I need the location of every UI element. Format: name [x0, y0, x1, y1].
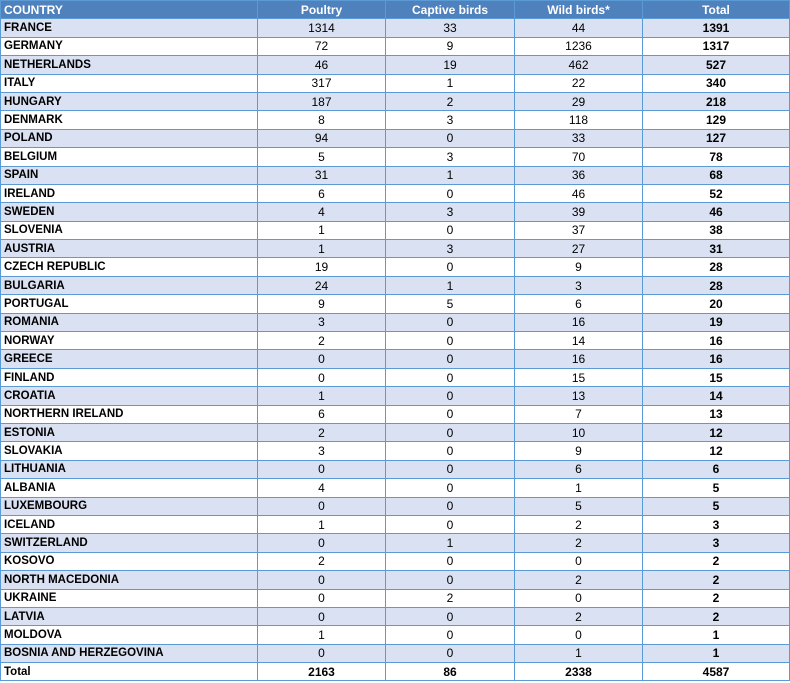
poultry-cell: 317	[258, 74, 386, 92]
table-row	[1, 111, 790, 129]
table-row	[1, 571, 790, 589]
poultry-cell: 1	[258, 387, 386, 405]
poultry-cell: 2	[258, 552, 386, 570]
poultry-cell: 94	[258, 129, 386, 147]
country-cell: DENMARK	[1, 111, 258, 129]
country-cell: CZECH REPUBLIC	[1, 258, 258, 276]
poultry-cell: 4	[258, 479, 386, 497]
captive-birds-cell: 0	[386, 258, 515, 276]
poultry-cell: 3	[258, 313, 386, 331]
captive-birds-cell: 0	[386, 497, 515, 515]
country-cell: ICELAND	[1, 515, 258, 533]
poultry-cell: 5	[258, 148, 386, 166]
captive-birds-cell: 0	[386, 368, 515, 386]
total-cell: 2	[643, 589, 790, 607]
poultry-cell: 19	[258, 258, 386, 276]
wild-birds-cell: 39	[515, 203, 643, 221]
captive-birds-cell: 1	[386, 534, 515, 552]
country-cell: ESTONIA	[1, 423, 258, 441]
table-row	[1, 276, 790, 294]
poultry-cell: 0	[258, 497, 386, 515]
total-row	[1, 663, 790, 681]
wild-birds-cell: 70	[515, 148, 643, 166]
country-cell: SWITZERLAND	[1, 534, 258, 552]
country-cell: GREECE	[1, 350, 258, 368]
country-cell: GERMANY	[1, 37, 258, 55]
total-cell: 15	[643, 368, 790, 386]
table-row	[1, 92, 790, 110]
table-row	[1, 515, 790, 533]
table-row	[1, 37, 790, 55]
table-header	[1, 1, 790, 19]
country-cell: FINLAND	[1, 368, 258, 386]
captive-birds-cell: 0	[386, 405, 515, 423]
total-cell: 5	[643, 479, 790, 497]
captive-birds-cell: 2	[386, 589, 515, 607]
total-cell: 20	[643, 295, 790, 313]
total-cell: 13	[643, 405, 790, 423]
header-poultry: Poultry	[258, 1, 386, 19]
wild-birds-cell: 0	[515, 552, 643, 570]
wild-birds-cell: 29	[515, 92, 643, 110]
table-row	[1, 350, 790, 368]
country-cell: NETHERLANDS	[1, 56, 258, 74]
country-cell: LATVIA	[1, 607, 258, 625]
table-row	[1, 56, 790, 74]
poultry-cell: 1	[258, 240, 386, 258]
country-cell: SLOVENIA	[1, 221, 258, 239]
wild-birds-cell: 13	[515, 387, 643, 405]
total-cell: 127	[643, 129, 790, 147]
country-cell: AUSTRIA	[1, 240, 258, 258]
poultry-cell: 3	[258, 442, 386, 460]
total-cell: 38	[643, 221, 790, 239]
poultry-cell: 0	[258, 368, 386, 386]
table-row	[1, 313, 790, 331]
table-row	[1, 405, 790, 423]
country-cell: NORTH MACEDONIA	[1, 571, 258, 589]
total-cell: 31	[643, 240, 790, 258]
total-cell: 129	[643, 111, 790, 129]
poultry-cell: 6	[258, 405, 386, 423]
table-footer	[1, 663, 790, 681]
captive-birds-cell: 3	[386, 203, 515, 221]
captive-birds-cell: 0	[386, 460, 515, 478]
total-cell: 28	[643, 276, 790, 294]
total-total: 4587	[643, 663, 790, 681]
country-cell: ITALY	[1, 74, 258, 92]
header-captive-birds: Captive birds	[386, 1, 515, 19]
table-row	[1, 74, 790, 92]
poultry-cell: 2	[258, 423, 386, 441]
total-cell: 3	[643, 515, 790, 533]
table-row	[1, 332, 790, 350]
total-cell: 12	[643, 423, 790, 441]
poultry-cell: 2	[258, 332, 386, 350]
wild-birds-cell: 16	[515, 313, 643, 331]
table-row	[1, 644, 790, 662]
table-row	[1, 442, 790, 460]
poultry-cell: 0	[258, 350, 386, 368]
country-cell: ROMANIA	[1, 313, 258, 331]
captive-birds-cell: 2	[386, 92, 515, 110]
wild-birds-cell: 462	[515, 56, 643, 74]
captive-birds-cell: 5	[386, 295, 515, 313]
country-cell: SLOVAKIA	[1, 442, 258, 460]
table-row	[1, 423, 790, 441]
total-cell: 6	[643, 460, 790, 478]
captive-birds-cell: 0	[386, 184, 515, 202]
table-row	[1, 240, 790, 258]
country-cell: PORTUGAL	[1, 295, 258, 313]
country-cell: UKRAINE	[1, 589, 258, 607]
country-cell: NORTHERN IRELAND	[1, 405, 258, 423]
captive-birds-cell: 0	[386, 129, 515, 147]
poultry-cell: 0	[258, 571, 386, 589]
total-cell: 2	[643, 607, 790, 625]
captive-birds-cell: 0	[386, 515, 515, 533]
wild-birds-cell: 6	[515, 460, 643, 478]
total-cell: 2	[643, 552, 790, 570]
total-cell: 52	[643, 184, 790, 202]
wild-birds-cell: 2	[515, 515, 643, 533]
wild-birds-cell: 37	[515, 221, 643, 239]
poultry-cell: 72	[258, 37, 386, 55]
wild-birds-cell: 36	[515, 166, 643, 184]
total-wild-birds: 2338	[515, 663, 643, 681]
total-poultry: 2163	[258, 663, 386, 681]
wild-birds-cell: 9	[515, 442, 643, 460]
wild-birds-cell: 0	[515, 626, 643, 644]
poultry-cell: 1	[258, 221, 386, 239]
table-row	[1, 589, 790, 607]
table-row	[1, 534, 790, 552]
poultry-cell: 0	[258, 534, 386, 552]
captive-birds-cell: 0	[386, 607, 515, 625]
wild-birds-cell: 10	[515, 423, 643, 441]
country-cell: FRANCE	[1, 19, 258, 37]
total-cell: 78	[643, 148, 790, 166]
country-cell: BOSNIA AND HERZEGOVINA	[1, 644, 258, 662]
wild-birds-cell: 5	[515, 497, 643, 515]
table-row	[1, 626, 790, 644]
total-cell: 12	[643, 442, 790, 460]
poultry-cell: 6	[258, 184, 386, 202]
poultry-cell: 1	[258, 515, 386, 533]
poultry-cell: 1	[258, 626, 386, 644]
country-cell: BELGIUM	[1, 148, 258, 166]
captive-birds-cell: 1	[386, 166, 515, 184]
wild-birds-cell: 118	[515, 111, 643, 129]
poultry-cell: 9	[258, 295, 386, 313]
wild-birds-cell: 7	[515, 405, 643, 423]
total-cell: 28	[643, 258, 790, 276]
total-cell: 14	[643, 387, 790, 405]
header-wild-birds: Wild birds*	[515, 1, 643, 19]
poultry-cell: 0	[258, 644, 386, 662]
wild-birds-cell: 2	[515, 607, 643, 625]
table-row	[1, 184, 790, 202]
captive-birds-cell: 0	[386, 626, 515, 644]
poultry-cell: 4	[258, 203, 386, 221]
table-body	[1, 19, 790, 663]
captive-birds-cell: 0	[386, 571, 515, 589]
wild-birds-cell: 16	[515, 350, 643, 368]
poultry-cell: 1314	[258, 19, 386, 37]
table-row	[1, 129, 790, 147]
total-cell: 46	[643, 203, 790, 221]
poultry-cell: 31	[258, 166, 386, 184]
wild-birds-cell: 9	[515, 258, 643, 276]
wild-birds-cell: 33	[515, 129, 643, 147]
table-row	[1, 387, 790, 405]
poultry-cell: 0	[258, 589, 386, 607]
table-row	[1, 368, 790, 386]
country-cell: SWEDEN	[1, 203, 258, 221]
country-cell: HUNGARY	[1, 92, 258, 110]
total-cell: 1317	[643, 37, 790, 55]
captive-birds-cell: 19	[386, 56, 515, 74]
captive-birds-cell: 0	[386, 423, 515, 441]
captive-birds-cell: 1	[386, 276, 515, 294]
captive-birds-cell: 3	[386, 111, 515, 129]
header-total: Total	[643, 1, 790, 19]
total-cell: 340	[643, 74, 790, 92]
wild-birds-cell: 6	[515, 295, 643, 313]
table-row	[1, 258, 790, 276]
wild-birds-cell: 46	[515, 184, 643, 202]
total-cell: 16	[643, 332, 790, 350]
captive-birds-cell: 0	[386, 552, 515, 570]
country-cell: BULGARIA	[1, 276, 258, 294]
captive-birds-cell: 0	[386, 332, 515, 350]
table-row	[1, 295, 790, 313]
header-row	[1, 1, 790, 19]
table-row	[1, 607, 790, 625]
captive-birds-cell: 0	[386, 479, 515, 497]
poultry-cell: 8	[258, 111, 386, 129]
captive-birds-cell: 0	[386, 442, 515, 460]
total-captive-birds: 86	[386, 663, 515, 681]
country-cell: POLAND	[1, 129, 258, 147]
table-row	[1, 497, 790, 515]
captive-birds-cell: 0	[386, 387, 515, 405]
wild-birds-cell: 15	[515, 368, 643, 386]
country-cell: CROATIA	[1, 387, 258, 405]
wild-birds-cell: 1	[515, 479, 643, 497]
poultry-cell: 46	[258, 56, 386, 74]
wild-birds-cell: 27	[515, 240, 643, 258]
total-cell: 2	[643, 571, 790, 589]
captive-birds-cell: 33	[386, 19, 515, 37]
country-cell: LUXEMBOURG	[1, 497, 258, 515]
captive-birds-cell: 3	[386, 240, 515, 258]
captive-birds-cell: 0	[386, 350, 515, 368]
wild-birds-cell: 0	[515, 589, 643, 607]
total-cell: 5	[643, 497, 790, 515]
table-row	[1, 552, 790, 570]
wild-birds-cell: 1236	[515, 37, 643, 55]
poultry-cell: 187	[258, 92, 386, 110]
table-row	[1, 221, 790, 239]
captive-birds-cell: 0	[386, 644, 515, 662]
total-label: Total	[1, 663, 258, 681]
table-row	[1, 460, 790, 478]
wild-birds-cell: 2	[515, 571, 643, 589]
captive-birds-cell: 0	[386, 221, 515, 239]
table-row	[1, 19, 790, 37]
total-cell: 1	[643, 644, 790, 662]
wild-birds-cell: 44	[515, 19, 643, 37]
country-cell: IRELAND	[1, 184, 258, 202]
wild-birds-cell: 1	[515, 644, 643, 662]
table-row	[1, 203, 790, 221]
captive-birds-cell: 3	[386, 148, 515, 166]
total-cell: 19	[643, 313, 790, 331]
total-cell: 3	[643, 534, 790, 552]
wild-birds-cell: 22	[515, 74, 643, 92]
country-cell: MOLDOVA	[1, 626, 258, 644]
total-cell: 68	[643, 166, 790, 184]
table-row	[1, 148, 790, 166]
captive-birds-cell: 9	[386, 37, 515, 55]
total-cell: 16	[643, 350, 790, 368]
country-cell: KOSOVO	[1, 552, 258, 570]
country-cell: ALBANIA	[1, 479, 258, 497]
country-cell: LITHUANIA	[1, 460, 258, 478]
captive-birds-cell: 1	[386, 74, 515, 92]
total-cell: 1391	[643, 19, 790, 37]
total-cell: 1	[643, 626, 790, 644]
wild-birds-cell: 2	[515, 534, 643, 552]
captive-birds-cell: 0	[386, 313, 515, 331]
country-cell: NORWAY	[1, 332, 258, 350]
poultry-cell: 24	[258, 276, 386, 294]
total-cell: 527	[643, 56, 790, 74]
header-country: COUNTRY	[1, 1, 258, 19]
poultry-cell: 0	[258, 460, 386, 478]
poultry-cell: 0	[258, 607, 386, 625]
wild-birds-cell: 3	[515, 276, 643, 294]
total-cell: 218	[643, 92, 790, 110]
table-row	[1, 166, 790, 184]
country-cell: SPAIN	[1, 166, 258, 184]
table-row	[1, 479, 790, 497]
wild-birds-cell: 14	[515, 332, 643, 350]
